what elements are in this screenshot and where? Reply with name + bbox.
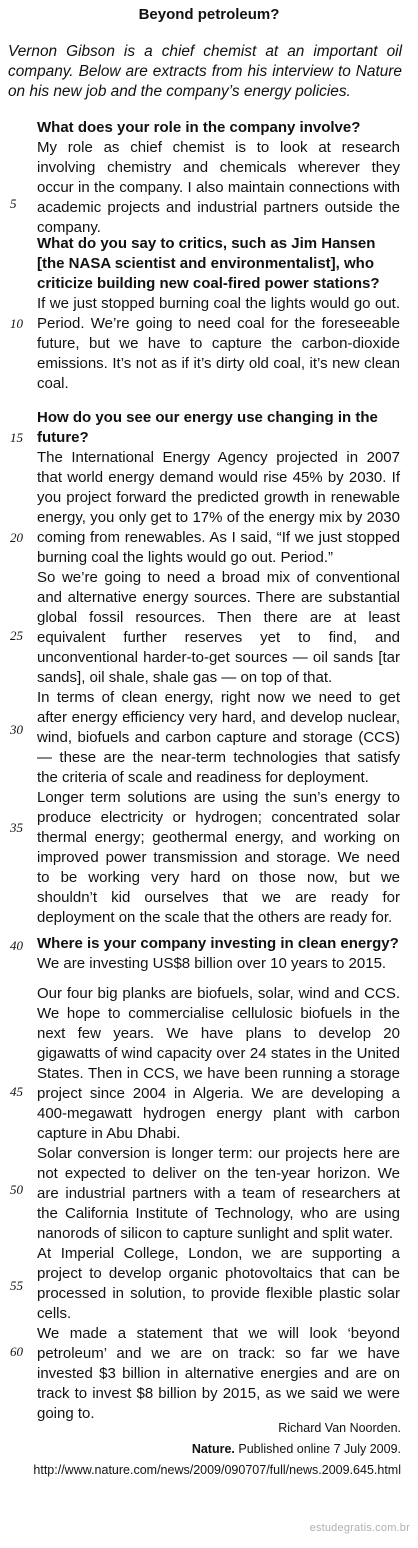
interview-answer: Solar conversion is longer term: our projects here are not expected to deliver on the ten-year horizon. We are industrial partners with a team of researchers at the California Institute of Technology, who are using nanorods of silicon to capture sunlight and split water. bbox=[37, 1145, 400, 1242]
credit-published-date: Published online 7 July 2009. bbox=[234, 1442, 401, 1456]
interview-answer: If we just stopped burning coal the lights would go out. Period. We’re going to need coal for the foreseeable future, but we have to capture the carbon-dioxide emissions. It’s not as if it’s dirty old coal, it’s new clean coal. bbox=[37, 295, 400, 392]
interview-question: How do you see our energy use changing in the future? bbox=[37, 409, 378, 446]
interview-answer: Our four big planks are biofuels, solar, wind and CCS. We hope to commercialise cellulosic biofuels in the next few years. We have plans to develop 20 gigawatts of wind capacity over 24 states in the United States. Then in CCS, we have been running a storage project since 2004 in Algeria. We are developing a 400-megawatt hydrogen energy plant with carbon capture in Abu Dhabi. bbox=[37, 985, 400, 1142]
credit-url: http://www.nature.com/news/2009/090707/full/news.2009.645.html bbox=[33, 1463, 401, 1477]
line-number: 55 bbox=[10, 1278, 23, 1293]
interview-section-1 bbox=[37, 118, 400, 238]
line-number: 25 bbox=[10, 628, 23, 643]
site-watermark: estudegratis.com.br bbox=[309, 1522, 410, 1534]
interview-answer: At Imperial College, London, we are supporting a project to develop organic photovoltaics that can be processed in solution, to provide flexible plastic solar cells. bbox=[37, 1245, 400, 1322]
interview-answer: We are investing US$8 billion over 10 years to 2015. bbox=[37, 955, 387, 972]
line-number: 5 bbox=[10, 196, 17, 211]
line-number: 10 bbox=[10, 316, 23, 331]
line-number: 20 bbox=[10, 530, 23, 545]
line-number: 40 bbox=[10, 938, 23, 953]
interview-answer: We made a statement that we will look ‘beyond petroleum’ and we are on track: so far we have invested $3 billion in alternative energies and are on track to invest $8 billion by 2015, as we said we were going to. bbox=[37, 1325, 400, 1422]
line-number: 50 bbox=[10, 1182, 23, 1197]
credit-publication bbox=[33, 1439, 401, 1460]
interview-question: What does your role in the company involve? bbox=[37, 119, 361, 136]
line-number: 35 bbox=[10, 820, 23, 835]
interview-question: What do you say to critics, such as Jim Hansen [the NASA scientist and environmentalist], who criticize building new coal-fired power stations? bbox=[37, 235, 380, 292]
line-number: 30 bbox=[10, 722, 23, 737]
credit-author: Richard Van Noorden. bbox=[278, 1421, 401, 1435]
interview-section-4 bbox=[37, 934, 400, 1424]
interview-answer: My role as chief chemist is to look at research involving chemistry and chemicals wherever they occur in the company. I also maintain connections with academic projects and industrial partners outside the company. bbox=[37, 139, 400, 236]
interview-section-2 bbox=[37, 234, 400, 394]
line-number: 45 bbox=[10, 1084, 23, 1099]
credit-journal: Nature. bbox=[191, 1442, 235, 1456]
interview-section-3 bbox=[37, 408, 400, 928]
interview-answer: The International Energy Agency projected in 2007 that world energy demand would rise 45% by 2030. If you project forward the predicted growth in renewable energy, you only get to 17% of the energy mix by 2030 coming from renewables. As I said, “If we just stopped burning coal the lights would go out. Period.” bbox=[37, 449, 400, 566]
line-number: 15 bbox=[10, 430, 23, 445]
interview-answer: So we’re going to need a broad mix of conventional and alternative energy sources. There are substantial global fossil resources. Then there are at least equivalent further reserves yet to find, and unconventional harder-to-get sources — oil sands [tar sands], oil shale, shale gas — on top of that. bbox=[37, 569, 400, 686]
article-intro: Vernon Gibson is a chief chemist at an important oil company. Below are extracts from his interview to Nature on his new job and the company’s energy policies. bbox=[8, 43, 402, 100]
interview-answer: In terms of clean energy, right now we need to get after energy efficiency very hard, and develop nuclear, wind, biofuels and carbon capture and storage (CCS) — these are the near-term technologies that satisfy the criteria of scale and readiness for deployment. bbox=[37, 689, 400, 786]
interview-question: Where is your company investing in clean energy? bbox=[37, 935, 399, 952]
line-number: 60 bbox=[10, 1344, 23, 1359]
source-credits bbox=[33, 1418, 401, 1481]
interview-answer: Longer term solutions are using the sun’s energy to produce electricity or hydrogen; concentrated solar thermal energy; geothermal energy, and working on improved power transmission and storage. We need to be working very hard on those now, but we shouldn’t kid ourselves that we are ready for deployment on the scale that the others are ready for. bbox=[37, 789, 400, 926]
article-title: Beyond petroleum? bbox=[138, 6, 280, 23]
